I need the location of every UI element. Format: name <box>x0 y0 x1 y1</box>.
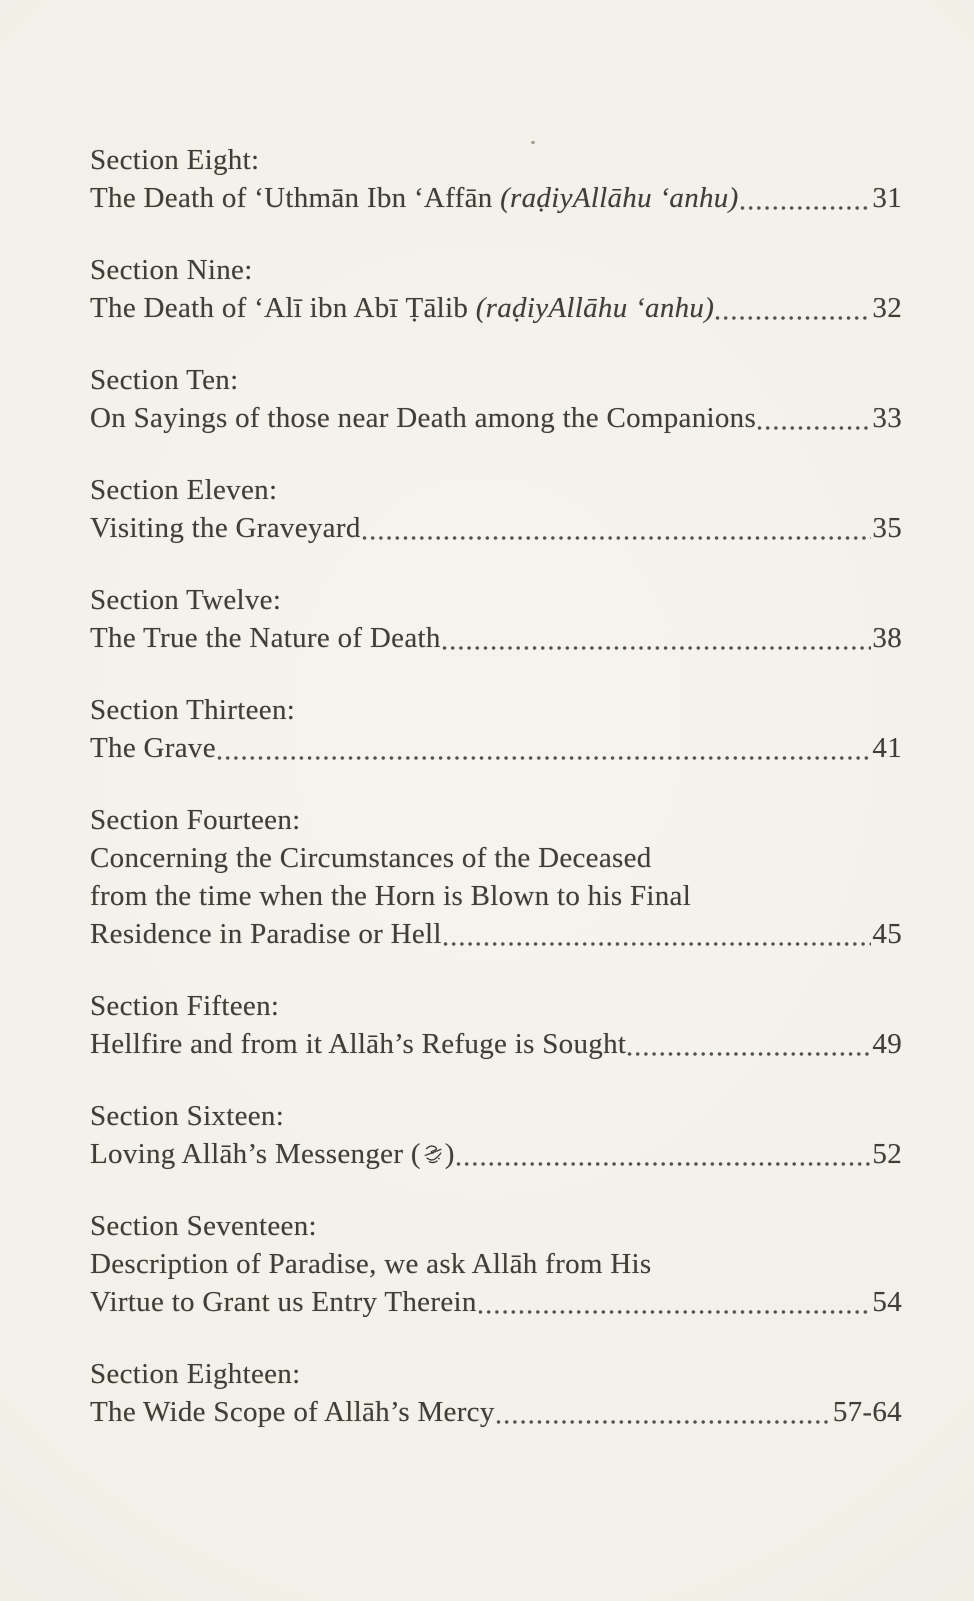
section-heading: Section Eighteen: <box>90 1358 301 1390</box>
entry-text: The Death of ‘Alī ibn Abī Ṭālib <box>90 292 476 324</box>
section-heading: Section Twelve: <box>90 584 282 616</box>
scan-speck <box>531 141 535 144</box>
toc-section <box>90 987 902 1063</box>
entry-text: The Grave <box>90 732 216 764</box>
entry-text: from the time when the Horn is Blown to his Final <box>90 880 692 912</box>
dot-leader <box>217 755 872 761</box>
entry-text-italic: (raḍiyAllāhu ‘anhu) <box>475 292 715 324</box>
entry-text: Loving Allāh’s Messenger ( <box>90 1138 421 1170</box>
dot-leader <box>442 645 872 651</box>
entry-text: Visiting the Graveyard <box>90 512 361 544</box>
entry-text: On Sayings of those near Death among the Companions <box>90 402 757 434</box>
section-heading: Section Fifteen: <box>90 990 280 1022</box>
dot-leader <box>362 535 872 541</box>
page-number: 52 <box>872 1138 902 1170</box>
toc-section <box>90 801 902 953</box>
table-of-contents <box>90 141 902 1431</box>
section-entry-line <box>90 509 902 547</box>
section-entry-line <box>90 1393 902 1431</box>
page-number: 33 <box>872 402 902 434</box>
section-entry-line <box>90 179 902 217</box>
entry-text: Residence in Paradise or Hell <box>90 918 442 950</box>
section-heading: Section Seventeen: <box>90 1210 317 1242</box>
page-number: 32 <box>872 292 902 324</box>
toc-section <box>90 251 902 327</box>
dot-leader <box>456 1161 872 1167</box>
entry-text: Concerning the Circumstances of the Deceased <box>90 842 652 874</box>
dot-leader <box>757 425 871 431</box>
section-entry-line <box>90 399 902 437</box>
dot-leader <box>478 1309 872 1315</box>
dot-leader <box>715 315 871 321</box>
toc-section <box>90 1355 902 1431</box>
toc-section <box>90 1097 902 1173</box>
toc-section <box>90 471 902 547</box>
dot-leader <box>496 1419 832 1425</box>
entry-text: The True the Nature of Death <box>90 622 441 654</box>
section-heading: Section Ten: <box>90 364 239 396</box>
sallallahu-alayhi-wasallam-icon <box>422 1142 444 1166</box>
entry-text: The Death of ‘Uthmān Ibn ‘Affān <box>90 182 501 214</box>
section-heading: Section Nine: <box>90 254 253 286</box>
toc-section <box>90 581 902 657</box>
section-heading: Section Fourteen: <box>90 804 301 836</box>
page-number: 57-64 <box>832 1396 902 1428</box>
section-entry-line <box>90 877 902 915</box>
page-number: 38 <box>872 622 902 654</box>
section-entry-line <box>90 1025 902 1063</box>
page-number: 49 <box>872 1028 902 1060</box>
section-heading: Section Eleven: <box>90 474 278 506</box>
section-entry-line <box>90 1283 902 1321</box>
dot-leader <box>740 205 872 211</box>
section-entry-line <box>90 619 902 657</box>
section-entry-line <box>90 1135 902 1173</box>
page-number: 45 <box>872 918 902 950</box>
entry-text: The Wide Scope of Allāh’s Mercy <box>90 1396 495 1428</box>
section-entry-line <box>90 289 902 327</box>
section-heading: Section Sixteen: <box>90 1100 285 1132</box>
dot-leader <box>443 941 872 947</box>
entry-text-italic: (raḍiyAllāhu ‘anhu) <box>500 182 739 214</box>
page-number: 54 <box>872 1286 902 1318</box>
page-number: 35 <box>872 512 902 544</box>
toc-section <box>90 361 902 437</box>
section-entry-line <box>90 839 902 877</box>
page-number: 31 <box>872 182 902 214</box>
section-entry-line <box>90 1245 902 1283</box>
toc-section <box>90 1207 902 1321</box>
entry-text: ) <box>444 1138 455 1170</box>
entry-text: Description of Paradise, we ask Allāh from His <box>90 1248 652 1280</box>
section-heading: Section Eight: <box>90 144 260 176</box>
entry-text: Hellfire and from it Allāh’s Refuge is Sought <box>90 1028 627 1060</box>
section-entry-line <box>90 915 902 953</box>
section-entry-line <box>90 729 902 767</box>
toc-section <box>90 691 902 767</box>
page-number: 41 <box>872 732 902 764</box>
section-heading: Section Thirteen: <box>90 694 296 726</box>
entry-text: Virtue to Grant us Entry Therein <box>90 1286 477 1318</box>
dot-leader <box>627 1051 871 1057</box>
toc-section <box>90 141 902 217</box>
